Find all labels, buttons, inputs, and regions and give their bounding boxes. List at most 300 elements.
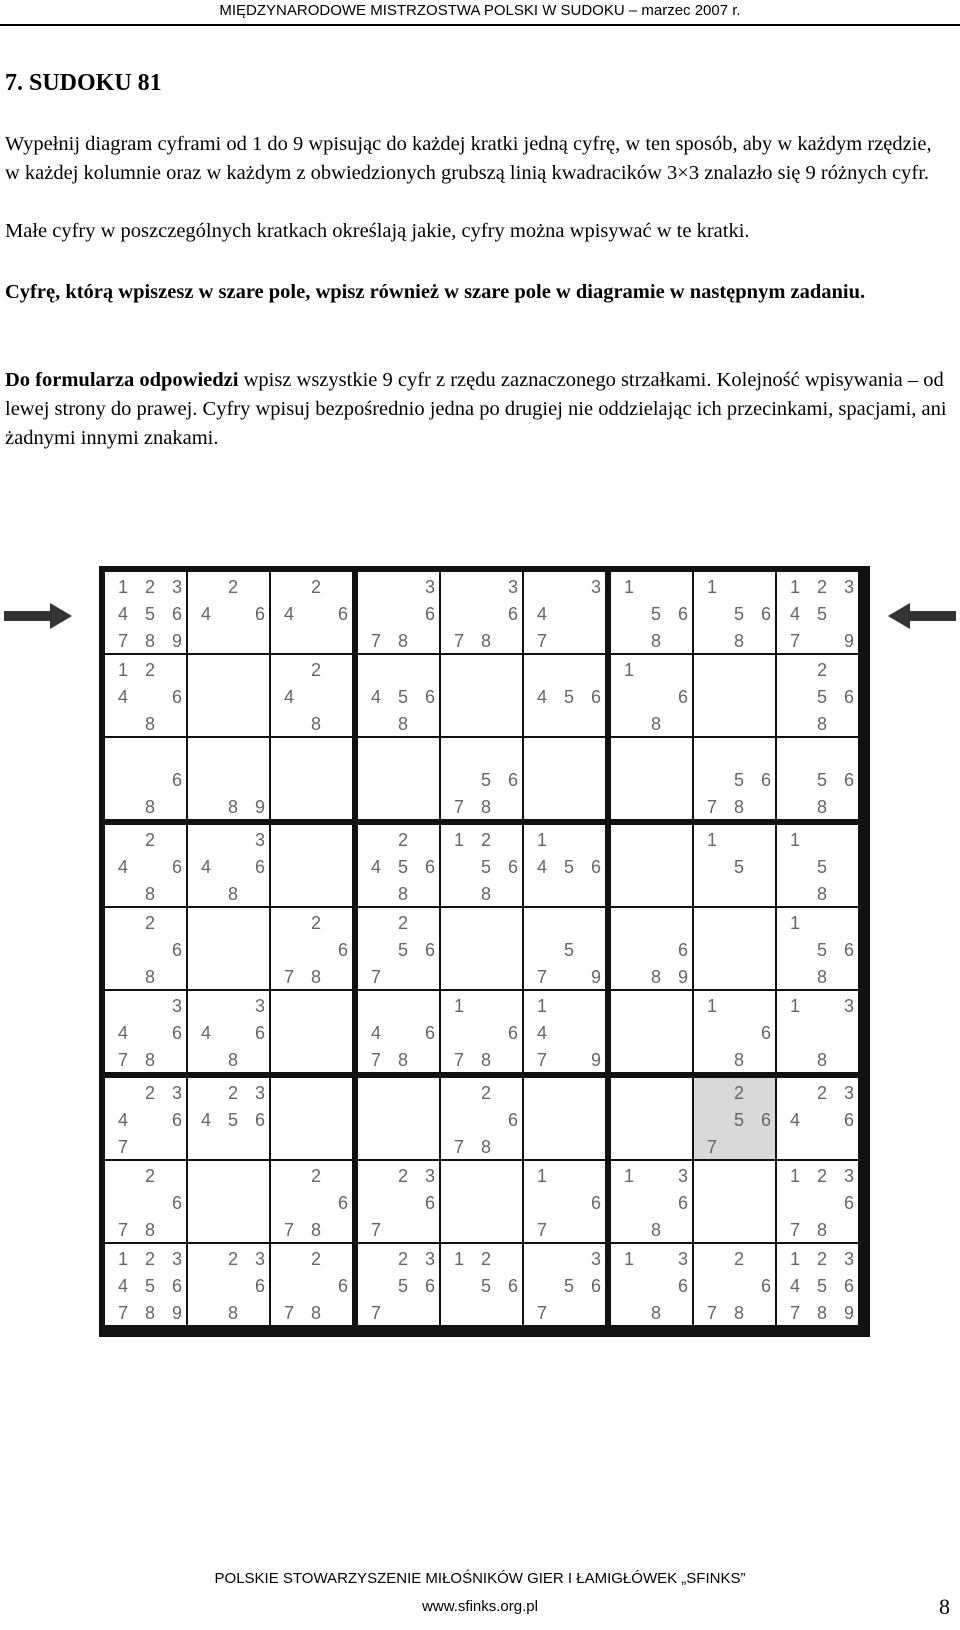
candidate-digit: 7 xyxy=(283,967,294,987)
sudoku-cell[interactable] xyxy=(188,1244,269,1325)
candidate-digit: 5 xyxy=(650,604,661,624)
sudoku-cell[interactable] xyxy=(271,1078,352,1159)
candidate-digit: 1 xyxy=(117,1249,128,1269)
candidate-digit: 9 xyxy=(254,797,265,817)
candidate-digit: 8 xyxy=(650,631,661,651)
candidate-digit: 3 xyxy=(171,1083,182,1103)
candidate-digit: 3 xyxy=(843,1166,854,1186)
candidate-digit: 8 xyxy=(816,1220,827,1240)
sudoku-cell[interactable] xyxy=(694,655,775,736)
candidate-digit: 8 xyxy=(816,967,827,987)
candidate-digit: 8 xyxy=(480,1050,491,1070)
sudoku-cell[interactable] xyxy=(611,1161,692,1242)
candidate-digit: 6 xyxy=(760,1110,771,1130)
footer-website: www.sfinks.org.pl xyxy=(422,1598,538,1615)
candidate-digit: 8 xyxy=(397,714,408,734)
sudoku-cell[interactable] xyxy=(105,1244,186,1325)
candidate-digit: 7 xyxy=(453,1050,464,1070)
sudoku-cell[interactable] xyxy=(611,572,692,653)
candidate-digit: 7 xyxy=(117,1050,128,1070)
candidate-digit: 2 xyxy=(397,913,408,933)
candidate-digit: 5 xyxy=(397,940,408,960)
sudoku-cell[interactable] xyxy=(441,738,522,819)
candidate-digit: 8 xyxy=(816,884,827,904)
sudoku-cell[interactable] xyxy=(694,1244,775,1325)
candidate-digit: 3 xyxy=(843,1083,854,1103)
candidate-digit: 2 xyxy=(733,1083,744,1103)
candidate-digit: 8 xyxy=(310,1220,321,1240)
candidate-digit: 2 xyxy=(310,913,321,933)
sudoku-cell[interactable] xyxy=(188,738,269,819)
candidate-digit: 6 xyxy=(171,1276,182,1296)
candidate-digit: 8 xyxy=(227,1050,238,1070)
candidate-digit: 6 xyxy=(590,1276,601,1296)
candidate-digit: 2 xyxy=(227,1083,238,1103)
candidate-digit: 8 xyxy=(144,1050,155,1070)
sudoku-cell[interactable] xyxy=(611,825,692,906)
sudoku-cell[interactable] xyxy=(105,738,186,819)
candidate-digit: 2 xyxy=(144,1083,155,1103)
candidate-digit: 7 xyxy=(706,1137,717,1157)
candidate-digit: 6 xyxy=(337,940,348,960)
candidate-digit: 9 xyxy=(677,967,688,987)
candidate-digit: 4 xyxy=(789,1276,800,1296)
candidate-digit: 1 xyxy=(623,577,634,597)
candidate-digit: 8 xyxy=(733,631,744,651)
candidate-digit: 3 xyxy=(507,577,518,597)
candidate-digit: 7 xyxy=(789,1303,800,1323)
sudoku-cell[interactable] xyxy=(105,1078,186,1159)
candidate-digit: 7 xyxy=(370,1220,381,1240)
candidate-digit: 5 xyxy=(563,1276,574,1296)
candidate-digit: 6 xyxy=(254,1023,265,1043)
sudoku-cell[interactable] xyxy=(524,572,605,653)
candidate-digit: 6 xyxy=(171,1193,182,1213)
candidate-digit: 6 xyxy=(254,604,265,624)
candidate-digit: 6 xyxy=(254,1110,265,1130)
arrow-right-icon xyxy=(4,603,72,629)
candidate-digit: 1 xyxy=(536,996,547,1016)
candidate-digit: 5 xyxy=(144,604,155,624)
candidate-digit: 1 xyxy=(536,830,547,850)
sudoku-cell[interactable] xyxy=(441,991,522,1072)
candidate-digit: 6 xyxy=(424,940,435,960)
sudoku-cell[interactable] xyxy=(524,738,605,819)
candidate-digit: 3 xyxy=(424,1166,435,1186)
candidate-digit: 4 xyxy=(370,1023,381,1043)
candidate-digit: 8 xyxy=(733,1050,744,1070)
candidate-digit: 1 xyxy=(706,830,717,850)
candidate-digit: 3 xyxy=(590,1249,601,1269)
candidate-digit: 4 xyxy=(200,1023,211,1043)
candidate-digit: 8 xyxy=(310,1303,321,1323)
sudoku-cell[interactable] xyxy=(358,738,439,819)
candidate-digit: 6 xyxy=(843,940,854,960)
sudoku-cell[interactable] xyxy=(188,991,269,1072)
candidate-digit: 7 xyxy=(117,1137,128,1157)
candidate-digit: 8 xyxy=(816,714,827,734)
candidate-digit: 5 xyxy=(733,604,744,624)
sudoku-cell[interactable] xyxy=(777,572,858,653)
candidate-digit: 9 xyxy=(590,1050,601,1070)
candidate-digit: 5 xyxy=(816,1276,827,1296)
sudoku-cell[interactable] xyxy=(524,1161,605,1242)
candidate-digit: 3 xyxy=(424,1249,435,1269)
candidate-digit: 4 xyxy=(200,857,211,877)
candidate-digit: 5 xyxy=(733,1110,744,1130)
candidate-digit: 2 xyxy=(144,1249,155,1269)
sudoku-cell[interactable] xyxy=(105,991,186,1072)
candidate-digit: 4 xyxy=(117,1276,128,1296)
candidate-digit: 2 xyxy=(733,1249,744,1269)
candidate-digit: 1 xyxy=(117,577,128,597)
candidate-digit: 7 xyxy=(536,1303,547,1323)
candidate-digit: 6 xyxy=(843,1110,854,1130)
candidate-digit: 5 xyxy=(227,1110,238,1130)
candidate-digit: 8 xyxy=(144,631,155,651)
candidate-digit: 6 xyxy=(760,1023,771,1043)
candidate-digit: 9 xyxy=(171,631,182,651)
candidate-digit: 8 xyxy=(650,1303,661,1323)
candidate-digit: 4 xyxy=(536,604,547,624)
candidate-digit: 6 xyxy=(590,857,601,877)
sudoku-cell[interactable] xyxy=(611,738,692,819)
sudoku-cell[interactable] xyxy=(271,1161,352,1242)
gray-cell-note: Cyfrę, którą wpiszesz w szare pole, wpisz również w szare pole w diagramie w następnym zadaniu. xyxy=(5,281,866,303)
candidate-digit: 2 xyxy=(816,660,827,680)
sudoku-cell[interactable] xyxy=(441,1244,522,1325)
sudoku-cell[interactable] xyxy=(694,991,775,1072)
candidate-digit: 4 xyxy=(536,857,547,877)
candidate-digit: 8 xyxy=(480,631,491,651)
candidate-digit: 8 xyxy=(144,714,155,734)
candidate-digit: 5 xyxy=(816,770,827,790)
candidate-digit: 1 xyxy=(789,1249,800,1269)
sudoku-cell[interactable] xyxy=(441,1078,522,1159)
candidate-digit: 6 xyxy=(424,857,435,877)
candidate-digit: 2 xyxy=(816,577,827,597)
sudoku-cell[interactable] xyxy=(694,908,775,989)
candidate-digit: 2 xyxy=(310,660,321,680)
sudoku-cell[interactable] xyxy=(188,825,269,906)
candidate-digit: 5 xyxy=(397,857,408,877)
candidate-digit: 4 xyxy=(200,1110,211,1130)
candidate-digit: 8 xyxy=(650,714,661,734)
candidate-digit: 6 xyxy=(677,687,688,707)
candidate-digit: 1 xyxy=(623,660,634,680)
candidate-digit: 4 xyxy=(117,857,128,877)
candidate-digit: 6 xyxy=(843,1193,854,1213)
sudoku-cell[interactable] xyxy=(271,1244,352,1325)
candidate-digit: 5 xyxy=(563,940,574,960)
candidate-digit: 2 xyxy=(227,1249,238,1269)
sudoku-cell[interactable] xyxy=(694,1161,775,1242)
sudoku-cell[interactable] xyxy=(694,1078,775,1159)
candidate-digit: 2 xyxy=(816,1249,827,1269)
candidate-digit: 8 xyxy=(733,797,744,817)
sudoku-cell[interactable] xyxy=(188,1078,269,1159)
candidate-digit: 6 xyxy=(843,1276,854,1296)
candidate-digit: 5 xyxy=(397,1276,408,1296)
candidate-digit: 6 xyxy=(760,604,771,624)
candidate-digit: 4 xyxy=(117,1110,128,1130)
candidate-digit: 6 xyxy=(843,687,854,707)
sudoku-cell[interactable] xyxy=(358,825,439,906)
candidate-digit: 6 xyxy=(424,1193,435,1213)
candidate-digit: 6 xyxy=(843,770,854,790)
candidate-digit: 2 xyxy=(480,1083,491,1103)
candidate-digit: 4 xyxy=(200,604,211,624)
sudoku-cell[interactable] xyxy=(524,1244,605,1325)
sudoku-cell[interactable] xyxy=(524,991,605,1072)
candidate-digit: 8 xyxy=(144,967,155,987)
sudoku-cell[interactable] xyxy=(271,908,352,989)
candidate-digit: 6 xyxy=(424,1023,435,1043)
sudoku-cell[interactable] xyxy=(358,1161,439,1242)
sudoku-cell[interactable] xyxy=(524,825,605,906)
candidate-digit: 2 xyxy=(227,577,238,597)
candidate-digit: 3 xyxy=(843,1249,854,1269)
sudoku-cell[interactable] xyxy=(188,1161,269,1242)
candidate-digit: 5 xyxy=(816,857,827,877)
candidate-digit: 4 xyxy=(789,604,800,624)
sudoku-cell[interactable] xyxy=(611,655,692,736)
sudoku-cell[interactable] xyxy=(611,1244,692,1325)
answer-form-text: wpisz wszystkie 9 cyfr z rzędu zaznaczonego strzałkami. Kolejność wpisywania – od lewej strony do prawej. Cyfry wpisuj bezpośrednio jedna po drugiej nie oddzielając ich przecinkami, spacjami, ani żadnymi innymi znakami. xyxy=(5,369,947,449)
sudoku-cell[interactable] xyxy=(777,991,858,1072)
sudoku-cell[interactable] xyxy=(777,1161,858,1242)
candidate-digit: 7 xyxy=(453,797,464,817)
sudoku-cell[interactable] xyxy=(105,1161,186,1242)
candidate-digit: 6 xyxy=(254,857,265,877)
sudoku-cell[interactable] xyxy=(777,1244,858,1325)
candidate-digit: 8 xyxy=(650,967,661,987)
candidate-digit: 7 xyxy=(536,631,547,651)
candidate-digit: 5 xyxy=(816,940,827,960)
candidate-digit: 6 xyxy=(590,1193,601,1213)
sudoku-cell[interactable] xyxy=(611,991,692,1072)
candidate-digit: 2 xyxy=(310,1166,321,1186)
candidate-digit: 7 xyxy=(370,1303,381,1323)
candidate-digit: 5 xyxy=(816,687,827,707)
candidate-digit: 8 xyxy=(144,797,155,817)
sudoku-cell[interactable] xyxy=(188,572,269,653)
header-divider xyxy=(0,24,960,26)
candidate-digit: 5 xyxy=(480,1276,491,1296)
candidate-digit: 6 xyxy=(760,770,771,790)
sudoku-cell[interactable] xyxy=(358,1078,439,1159)
candidate-digit: 6 xyxy=(677,940,688,960)
sudoku-cell[interactable] xyxy=(271,655,352,736)
candidate-digit: 3 xyxy=(677,1249,688,1269)
candidate-digit: 7 xyxy=(283,1303,294,1323)
candidate-digit: 8 xyxy=(650,1220,661,1240)
candidate-digit: 9 xyxy=(843,1303,854,1323)
candidate-digit: 6 xyxy=(677,604,688,624)
candidate-digit: 6 xyxy=(507,857,518,877)
candidate-digit: 8 xyxy=(733,1303,744,1323)
sudoku-cell[interactable] xyxy=(777,738,858,819)
sudoku-cell[interactable] xyxy=(358,1244,439,1325)
sudoku-cell[interactable] xyxy=(694,572,775,653)
sudoku-cell[interactable] xyxy=(358,655,439,736)
candidate-digit: 6 xyxy=(677,1276,688,1296)
candidate-digit: 1 xyxy=(789,830,800,850)
puzzle-title: 7. SUDOKU 81 xyxy=(5,70,162,96)
candidate-digit: 7 xyxy=(370,631,381,651)
candidate-digit: 5 xyxy=(733,770,744,790)
candidates-note: Małe cyfry w poszczególnych kratkach określają jakie, cyfry można wpisywać w te kratki. xyxy=(5,220,750,242)
sudoku-cell[interactable] xyxy=(358,991,439,1072)
candidate-digit: 1 xyxy=(706,577,717,597)
candidate-digit: 1 xyxy=(453,996,464,1016)
sudoku-cell[interactable] xyxy=(441,572,522,653)
candidate-digit: 8 xyxy=(227,884,238,904)
candidate-digit: 4 xyxy=(536,687,547,707)
candidate-digit: 8 xyxy=(480,1137,491,1157)
arrow-left-icon xyxy=(888,603,956,629)
sudoku-cell[interactable] xyxy=(611,908,692,989)
sudoku-cell[interactable] xyxy=(777,655,858,736)
sudoku-cell[interactable] xyxy=(188,655,269,736)
candidate-digit: 7 xyxy=(536,967,547,987)
candidate-digit: 8 xyxy=(816,1050,827,1070)
candidate-digit: 7 xyxy=(789,1220,800,1240)
candidate-digit: 2 xyxy=(816,1166,827,1186)
candidate-digit: 5 xyxy=(144,1276,155,1296)
candidate-digit: 7 xyxy=(706,1303,717,1323)
sudoku-cell[interactable] xyxy=(777,908,858,989)
candidate-digit: 6 xyxy=(507,604,518,624)
candidate-digit: 6 xyxy=(171,687,182,707)
candidate-digit: 7 xyxy=(453,1137,464,1157)
candidate-digit: 2 xyxy=(397,830,408,850)
candidate-digit: 1 xyxy=(536,1166,547,1186)
candidate-digit: 6 xyxy=(590,687,601,707)
sudoku-grid xyxy=(99,566,870,1337)
sudoku-cell[interactable] xyxy=(777,825,858,906)
candidate-digit: 6 xyxy=(171,1023,182,1043)
page-header: MIĘDZYNARODOWE MISTRZOSTWA POLSKI W SUDOKU – marzec 2007 r. xyxy=(219,2,741,19)
candidate-digit: 6 xyxy=(507,1110,518,1130)
sudoku-cell[interactable] xyxy=(188,908,269,989)
sudoku-cell[interactable] xyxy=(524,908,605,989)
candidate-digit: 4 xyxy=(283,604,294,624)
candidate-digit: 5 xyxy=(480,857,491,877)
candidate-digit: 8 xyxy=(144,884,155,904)
sudoku-cell[interactable] xyxy=(611,1078,692,1159)
sudoku-cell[interactable] xyxy=(105,572,186,653)
candidate-digit: 3 xyxy=(254,996,265,1016)
candidate-digit: 6 xyxy=(171,940,182,960)
candidate-digit: 1 xyxy=(789,577,800,597)
candidate-digit: 7 xyxy=(117,1220,128,1240)
candidate-digit: 7 xyxy=(536,1220,547,1240)
candidate-digit: 3 xyxy=(254,830,265,850)
sudoku-cell[interactable] xyxy=(441,908,522,989)
candidate-digit: 8 xyxy=(816,797,827,817)
candidate-digit: 7 xyxy=(117,631,128,651)
sudoku-cell[interactable] xyxy=(105,825,186,906)
candidate-digit: 9 xyxy=(843,631,854,651)
candidate-digit: 4 xyxy=(117,604,128,624)
sudoku-cell[interactable] xyxy=(271,572,352,653)
candidate-digit: 4 xyxy=(370,857,381,877)
candidate-digit: 2 xyxy=(144,1166,155,1186)
candidate-digit: 4 xyxy=(789,1110,800,1130)
sudoku-cell[interactable] xyxy=(777,1078,858,1159)
candidate-digit: 3 xyxy=(677,1166,688,1186)
candidate-digit: 8 xyxy=(310,714,321,734)
candidate-digit: 1 xyxy=(623,1249,634,1269)
sudoku-cell[interactable] xyxy=(524,655,605,736)
sudoku-cell[interactable] xyxy=(271,738,352,819)
sudoku-cell[interactable] xyxy=(441,655,522,736)
sudoku-cell[interactable] xyxy=(358,572,439,653)
candidate-digit: 4 xyxy=(370,687,381,707)
candidate-digit: 2 xyxy=(310,1249,321,1269)
sudoku-cell[interactable] xyxy=(105,655,186,736)
answer-form-label: Do formularza odpowiedzi xyxy=(5,369,239,391)
candidate-digit: 7 xyxy=(789,631,800,651)
sudoku-cell[interactable] xyxy=(694,738,775,819)
candidate-digit: 3 xyxy=(590,577,601,597)
candidate-digit: 8 xyxy=(816,1303,827,1323)
candidate-digit: 8 xyxy=(480,797,491,817)
candidate-digit: 8 xyxy=(227,1303,238,1323)
candidate-digit: 7 xyxy=(536,1050,547,1070)
sudoku-cell[interactable] xyxy=(271,825,352,906)
candidate-digit: 8 xyxy=(480,884,491,904)
sudoku-cell[interactable] xyxy=(524,1078,605,1159)
candidate-digit: 6 xyxy=(337,604,348,624)
candidate-digit: 6 xyxy=(254,1276,265,1296)
candidate-digit: 9 xyxy=(171,1303,182,1323)
candidate-digit: 9 xyxy=(590,967,601,987)
candidate-digit: 3 xyxy=(254,1249,265,1269)
candidate-digit: 7 xyxy=(283,1220,294,1240)
sudoku-cell[interactable] xyxy=(105,908,186,989)
candidate-digit: 1 xyxy=(789,1166,800,1186)
sudoku-cell[interactable] xyxy=(358,908,439,989)
candidate-digit: 4 xyxy=(283,687,294,707)
candidate-digit: 6 xyxy=(171,857,182,877)
candidate-digit: 2 xyxy=(480,1249,491,1269)
candidate-digit: 6 xyxy=(677,1193,688,1213)
sudoku-cell[interactable] xyxy=(441,1161,522,1242)
candidate-digit: 4 xyxy=(536,1023,547,1043)
sudoku-cell[interactable] xyxy=(271,991,352,1072)
candidate-digit: 1 xyxy=(453,1249,464,1269)
candidate-digit: 6 xyxy=(171,604,182,624)
candidate-digit: 5 xyxy=(480,770,491,790)
candidate-digit: 7 xyxy=(117,1303,128,1323)
candidate-digit: 5 xyxy=(733,857,744,877)
candidate-digit: 1 xyxy=(623,1166,634,1186)
candidate-digit: 6 xyxy=(507,770,518,790)
candidate-digit: 5 xyxy=(816,604,827,624)
sudoku-cell[interactable] xyxy=(441,825,522,906)
sudoku-cell[interactable] xyxy=(694,825,775,906)
answer-form-note xyxy=(5,366,950,453)
candidate-digit: 6 xyxy=(171,770,182,790)
candidate-digit: 3 xyxy=(171,577,182,597)
candidate-digit: 1 xyxy=(789,996,800,1016)
footer-organization: POLSKIE STOWARZYSZENIE MIŁOŚNIKÓW GIER I ŁAMIGŁÓWEK „SFINKS” xyxy=(214,1570,746,1587)
candidate-digit: 3 xyxy=(843,577,854,597)
candidate-digit: 6 xyxy=(337,1193,348,1213)
candidate-digit: 3 xyxy=(254,1083,265,1103)
